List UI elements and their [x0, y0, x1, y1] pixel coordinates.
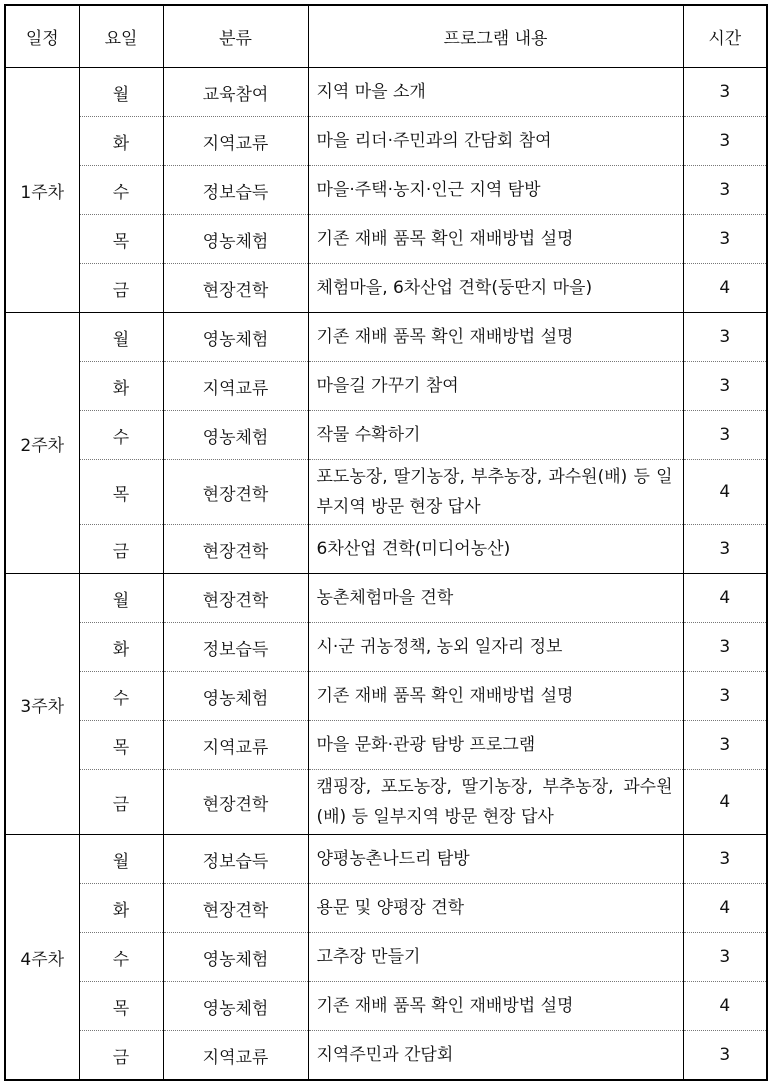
category-cell: 영농체험: [163, 313, 308, 362]
category-cell: 현장견학: [163, 770, 308, 835]
header-program-content: 프로그램 내용: [308, 5, 683, 68]
category-cell: 영농체험: [163, 982, 308, 1031]
day-cell: 금: [79, 1031, 163, 1081]
week-label: 3주차: [5, 574, 79, 835]
hours-cell: 4: [683, 574, 767, 623]
hours-cell: 3: [683, 166, 767, 215]
category-cell: 영농체험: [163, 933, 308, 982]
hours-cell: 3: [683, 721, 767, 770]
header-schedule: 일정: [5, 5, 79, 68]
week-label: 2주차: [5, 313, 79, 574]
hours-cell: 4: [683, 982, 767, 1031]
table-row: [5, 770, 767, 835]
program-content-cell: 고추장 만들기: [308, 933, 683, 982]
table-row: [5, 460, 767, 525]
table-row: [5, 411, 767, 460]
table-row: [5, 313, 767, 362]
hours-cell: 3: [683, 933, 767, 982]
program-content-cell: 마을·주택·농지·인근 지역 탐방: [308, 166, 683, 215]
category-cell: 정보습득: [163, 623, 308, 672]
category-cell: 영농체험: [163, 672, 308, 721]
table-row: [5, 721, 767, 770]
table-row: [5, 672, 767, 721]
day-cell: 수: [79, 166, 163, 215]
program-content-cell: 시·군 귀농정책, 농외 일자리 정보: [308, 623, 683, 672]
hours-cell: 3: [683, 1031, 767, 1081]
category-cell: 교육참여: [163, 68, 308, 117]
table-row: [5, 982, 767, 1031]
category-cell: 지역교류: [163, 1031, 308, 1081]
header-row: [5, 5, 767, 68]
day-cell: 화: [79, 117, 163, 166]
table-row: [5, 117, 767, 166]
program-content-cell: 캠핑장, 포도농장, 딸기농장, 부추농장, 과수원(배) 등 일부지역 방문 현장 답사: [308, 770, 683, 835]
program-content-cell: 기존 재배 품목 확인 재배방법 설명: [308, 672, 683, 721]
day-cell: 월: [79, 313, 163, 362]
hours-cell: 3: [683, 362, 767, 411]
day-cell: 금: [79, 525, 163, 574]
table-row: [5, 884, 767, 933]
program-content-cell: 기존 재배 품목 확인 재배방법 설명: [308, 313, 683, 362]
program-content-cell: 기존 재배 품목 확인 재배방법 설명: [308, 982, 683, 1031]
hours-cell: 3: [683, 117, 767, 166]
hours-cell: 3: [683, 623, 767, 672]
category-cell: 현장견학: [163, 884, 308, 933]
day-cell: 화: [79, 362, 163, 411]
program-content-cell: 체험마을, 6차산업 견학(둥딴지 마을): [308, 264, 683, 313]
category-cell: 영농체험: [163, 215, 308, 264]
program-content-cell: 양평농촌나드리 탐방: [308, 835, 683, 884]
schedule-table: [4, 4, 768, 1081]
program-content-cell: 마을 문화·관광 탐방 프로그램: [308, 721, 683, 770]
table-row: [5, 835, 767, 884]
program-content-cell: 지역 마을 소개: [308, 68, 683, 117]
program-content-cell: 농촌체험마을 견학: [308, 574, 683, 623]
hours-cell: 3: [683, 525, 767, 574]
program-content-cell: 마을 리더·주민과의 간담회 참여: [308, 117, 683, 166]
day-cell: 목: [79, 721, 163, 770]
hours-cell: 4: [683, 884, 767, 933]
hours-cell: 3: [683, 411, 767, 460]
hours-cell: 3: [683, 672, 767, 721]
program-content-cell: 기존 재배 품목 확인 재배방법 설명: [308, 215, 683, 264]
category-cell: 지역교류: [163, 362, 308, 411]
table-row: [5, 215, 767, 264]
hours-cell: 3: [683, 215, 767, 264]
week-label: 1주차: [5, 68, 79, 313]
program-content-cell: 지역주민과 간담회: [308, 1031, 683, 1081]
week-label: 4주차: [5, 835, 79, 1081]
hours-cell: 4: [683, 264, 767, 313]
category-cell: 영농체험: [163, 411, 308, 460]
day-cell: 목: [79, 460, 163, 525]
program-content-cell: 용문 및 양평장 견학: [308, 884, 683, 933]
header-day: 요일: [79, 5, 163, 68]
table-row: [5, 574, 767, 623]
table-row: [5, 166, 767, 215]
table-row: [5, 1031, 767, 1081]
header-hours: 시간: [683, 5, 767, 68]
day-cell: 월: [79, 574, 163, 623]
day-cell: 금: [79, 264, 163, 313]
hours-cell: 3: [683, 835, 767, 884]
hours-cell: 3: [683, 313, 767, 362]
table-row: [5, 933, 767, 982]
category-cell: 정보습득: [163, 166, 308, 215]
day-cell: 수: [79, 672, 163, 721]
category-cell: 지역교류: [163, 117, 308, 166]
day-cell: 수: [79, 411, 163, 460]
day-cell: 월: [79, 68, 163, 117]
day-cell: 월: [79, 835, 163, 884]
header-category: 분류: [163, 5, 308, 68]
hours-cell: 4: [683, 460, 767, 525]
table-row: [5, 362, 767, 411]
category-cell: 지역교류: [163, 721, 308, 770]
program-content-cell: 포도농장, 딸기농장, 부추농장, 과수원(배) 등 일부지역 방문 현장 답사: [308, 460, 683, 525]
program-content-cell: 6차산업 견학(미디어농산): [308, 525, 683, 574]
hours-cell: 4: [683, 770, 767, 835]
program-content-cell: 마을길 가꾸기 참여: [308, 362, 683, 411]
day-cell: 목: [79, 215, 163, 264]
category-cell: 정보습득: [163, 835, 308, 884]
category-cell: 현장견학: [163, 460, 308, 525]
day-cell: 목: [79, 982, 163, 1031]
day-cell: 화: [79, 623, 163, 672]
table-row: [5, 623, 767, 672]
category-cell: 현장견학: [163, 525, 308, 574]
table-row: [5, 525, 767, 574]
day-cell: 수: [79, 933, 163, 982]
category-cell: 현장견학: [163, 264, 308, 313]
day-cell: 화: [79, 884, 163, 933]
category-cell: 현장견학: [163, 574, 308, 623]
table-row: [5, 264, 767, 313]
day-cell: 금: [79, 770, 163, 835]
program-content-cell: 작물 수확하기: [308, 411, 683, 460]
table-row: [5, 68, 767, 117]
hours-cell: 3: [683, 68, 767, 117]
